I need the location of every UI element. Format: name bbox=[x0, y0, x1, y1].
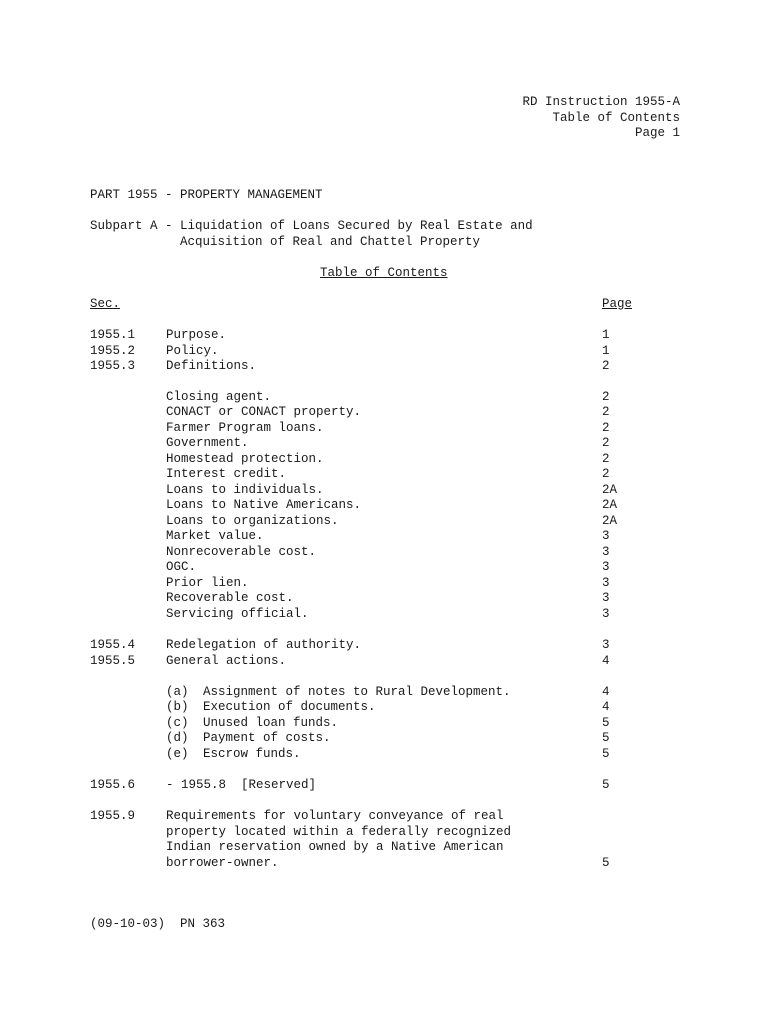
section-1955-9-page: 5 bbox=[602, 856, 610, 870]
subpart-line-1: Subpart A - Liquidation of Loans Secured by Real Estate and bbox=[90, 219, 533, 233]
reserved-section-number: 1955.6 bbox=[90, 778, 136, 792]
definition-title: Interest credit. bbox=[166, 467, 287, 481]
definition-title: Farmer Program loans. bbox=[166, 421, 324, 435]
section-number: 1955.5 bbox=[90, 654, 136, 668]
section-title: Redelegation of authority. bbox=[166, 638, 362, 652]
reserved-section-title: - 1955.8 [Reserved] bbox=[166, 778, 317, 792]
definition-page: 2 bbox=[602, 436, 610, 450]
definition-title: Market value. bbox=[166, 529, 264, 543]
definition-title: Homestead protection. bbox=[166, 452, 324, 466]
definition-page: 3 bbox=[602, 576, 610, 590]
section-title: General actions. bbox=[166, 654, 287, 668]
section-1955-9-title-line: Requirements for voluntary conveyance of real bbox=[166, 809, 504, 823]
subitem-page: 5 bbox=[602, 747, 610, 761]
section-page: 4 bbox=[602, 654, 610, 668]
definition-page: 2 bbox=[602, 452, 610, 466]
definition-title: Closing agent. bbox=[166, 390, 272, 404]
definition-title: Government. bbox=[166, 436, 249, 450]
section-number: 1955.1 bbox=[90, 328, 136, 342]
section-page: 1 bbox=[602, 344, 610, 358]
section-1955-9-title-line: Indian reservation owned by a Native American bbox=[166, 840, 504, 854]
definition-page: 3 bbox=[602, 607, 610, 621]
subitem-letter: (a) bbox=[166, 685, 189, 699]
section-page: 3 bbox=[602, 638, 610, 652]
subitem-letter: (c) bbox=[166, 716, 189, 730]
definition-title: Recoverable cost. bbox=[166, 591, 294, 605]
definition-title: Loans to organizations. bbox=[166, 514, 339, 528]
definition-title: Loans to Native Americans. bbox=[166, 498, 362, 512]
subitem-page: 4 bbox=[602, 685, 610, 699]
section-number: 1955.2 bbox=[90, 344, 136, 358]
footer-date-pn: (09-10-03) PN 363 bbox=[90, 917, 226, 931]
header-subtitle: Table of Contents bbox=[552, 111, 680, 125]
subitem-title: Escrow funds. bbox=[203, 747, 301, 761]
definition-title: Nonrecoverable cost. bbox=[166, 545, 317, 559]
column-header-sec: Sec. bbox=[90, 297, 121, 311]
definition-page: 3 bbox=[602, 545, 610, 559]
column-header-page: Page bbox=[602, 297, 633, 311]
definition-title: Prior lien. bbox=[166, 576, 249, 590]
definition-title: OGC. bbox=[166, 560, 197, 574]
definition-page: 3 bbox=[602, 529, 610, 543]
subitem-title: Execution of documents. bbox=[203, 700, 376, 714]
subitem-title: Assignment of notes to Rural Development. bbox=[203, 685, 511, 699]
subitem-page: 5 bbox=[602, 716, 610, 730]
definition-title: CONACT or CONACT property. bbox=[166, 405, 362, 419]
header-page-number: Page 1 bbox=[634, 126, 680, 140]
section-number: 1955.3 bbox=[90, 359, 136, 373]
section-page: 1 bbox=[602, 328, 610, 342]
section-1955-9-title-line: borrower-owner. bbox=[166, 856, 279, 870]
definition-page: 2 bbox=[602, 390, 610, 404]
section-title: Policy. bbox=[166, 344, 219, 358]
subitem-title: Payment of costs. bbox=[203, 731, 331, 745]
definition-page: 2A bbox=[602, 514, 618, 528]
definition-page: 2 bbox=[602, 467, 610, 481]
section-number: 1955.4 bbox=[90, 638, 136, 652]
subitem-page: 5 bbox=[602, 731, 610, 745]
subitem-letter: (e) bbox=[166, 747, 189, 761]
subitem-letter: (b) bbox=[166, 700, 189, 714]
section-title: Definitions. bbox=[166, 359, 257, 373]
subitem-letter: (d) bbox=[166, 731, 189, 745]
definition-page: 2 bbox=[602, 405, 610, 419]
definition-page: 2A bbox=[602, 483, 618, 497]
definition-page: 3 bbox=[602, 591, 610, 605]
section-1955-9-number: 1955.9 bbox=[90, 809, 136, 823]
subitem-page: 4 bbox=[602, 700, 610, 714]
section-1955-9-title-line: property located within a federally recognized bbox=[166, 825, 512, 839]
section-title: Purpose. bbox=[166, 328, 227, 342]
toc-heading: Table of Contents bbox=[320, 266, 448, 280]
subitem-title: Unused loan funds. bbox=[203, 716, 339, 730]
definition-page: 2 bbox=[602, 421, 610, 435]
section-page: 2 bbox=[602, 359, 610, 373]
part-title: PART 1955 - PROPERTY MANAGEMENT bbox=[90, 188, 323, 202]
subpart-line-2: Acquisition of Real and Chattel Property bbox=[180, 235, 481, 249]
reserved-section-page: 5 bbox=[602, 778, 610, 792]
definition-page: 2A bbox=[602, 498, 618, 512]
header-instruction: RD Instruction 1955-A bbox=[522, 95, 680, 109]
definition-page: 3 bbox=[602, 560, 610, 574]
definition-title: Servicing official. bbox=[166, 607, 309, 621]
definition-title: Loans to individuals. bbox=[166, 483, 324, 497]
